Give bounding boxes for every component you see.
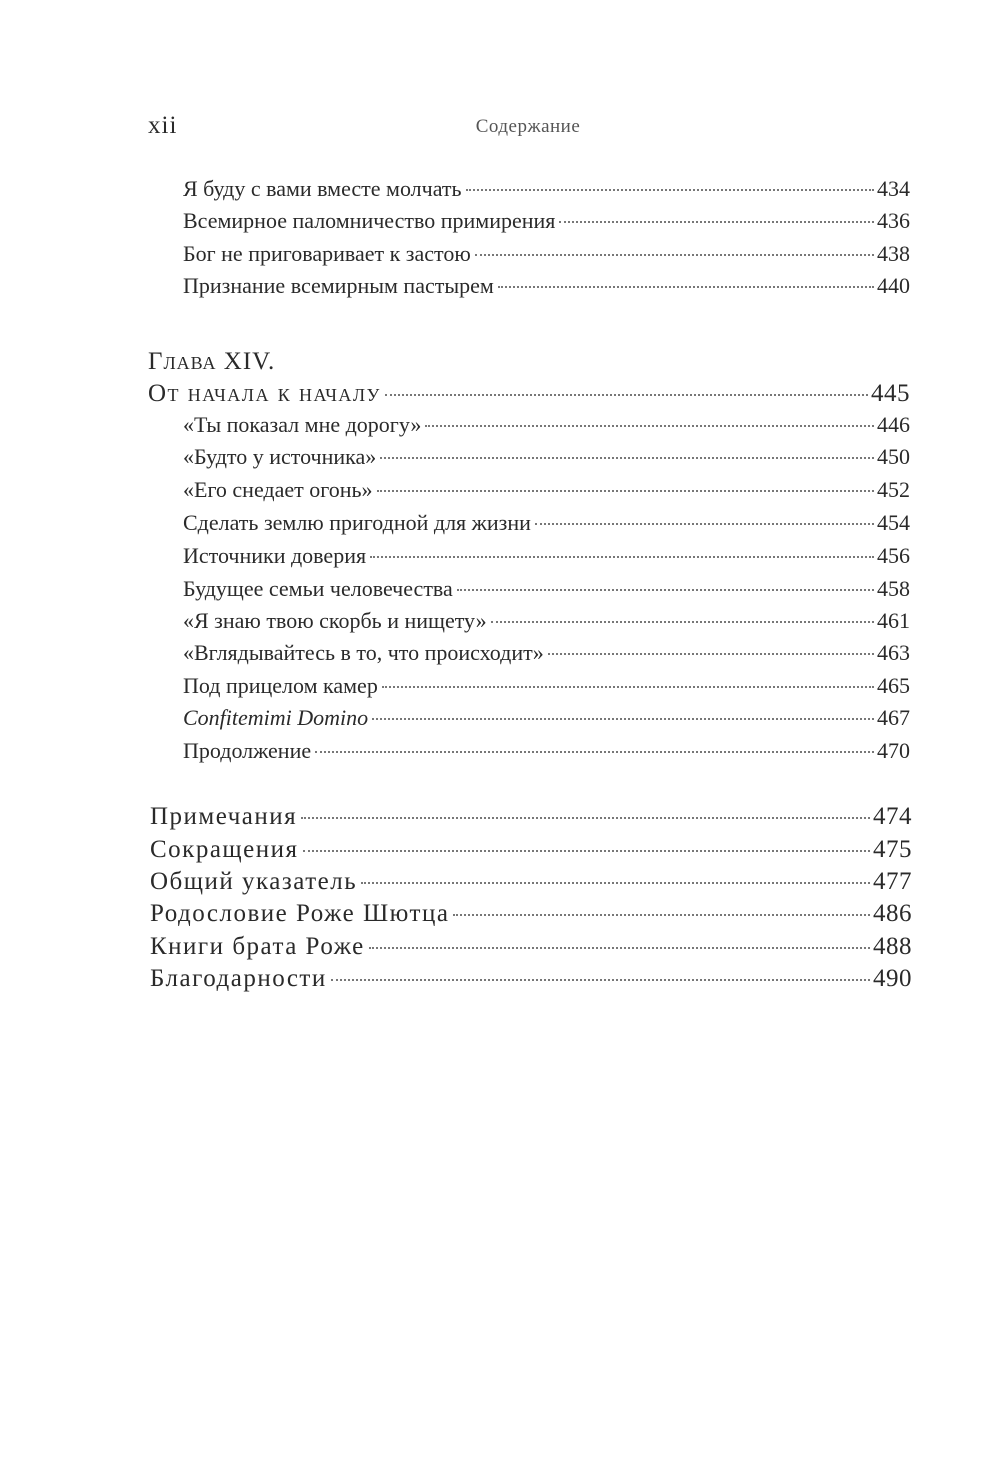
toc-entry-title: Бог не приговаривает к застою — [183, 241, 471, 266]
back-matter-title: Сокращения — [150, 836, 299, 863]
toc-entry — [183, 576, 910, 602]
toc-entry-title: «Я знаю твою скорбь и нищету» — [183, 608, 487, 633]
toc-entry-title: «Ты показал мне дорогу» — [183, 412, 422, 437]
toc-entry — [183, 412, 910, 438]
toc-entry — [183, 241, 910, 267]
toc-entry-title: Всемирное паломничество примирения — [183, 208, 556, 233]
back-matter-entry — [150, 836, 912, 864]
dot-leader — [535, 523, 874, 525]
toc-entry-title: Сделать землю пригодной для жизни — [183, 510, 531, 535]
toc-entry — [183, 208, 910, 234]
dot-leader — [457, 589, 874, 591]
back-matter-entry — [150, 965, 912, 993]
back-matter-title: Книги брата Роже — [150, 933, 365, 960]
dot-leader — [475, 254, 874, 256]
toc-entry-page: 470 — [877, 738, 910, 763]
dot-leader — [380, 457, 874, 459]
back-matter-entry — [150, 868, 912, 896]
toc-entry — [183, 543, 910, 569]
page-header — [148, 112, 908, 146]
chapter-page: 445 — [871, 380, 910, 407]
back-matter-title: Благодарности — [150, 965, 327, 992]
chapter-label: Глава XIV. — [148, 348, 276, 375]
toc-entry-page: 440 — [877, 273, 910, 298]
back-matter-page: 488 — [873, 933, 912, 960]
toc-entry-page: 452 — [877, 477, 910, 502]
toc-entry — [183, 273, 910, 299]
back-matter-title: Общий указатель — [150, 868, 358, 895]
toc-entry — [183, 444, 910, 470]
dot-leader — [331, 979, 870, 981]
toc-entry-page: 465 — [877, 673, 910, 698]
toc-entry-page: 446 — [877, 412, 910, 437]
dot-leader — [453, 914, 870, 916]
toc-entry-page: 438 — [877, 241, 910, 266]
dot-leader — [377, 490, 874, 492]
toc-entry — [183, 608, 910, 634]
toc-entry — [183, 705, 910, 731]
dot-leader — [315, 751, 874, 753]
toc-entry — [183, 673, 910, 699]
chapter-title-entry — [148, 380, 910, 408]
dot-leader — [491, 621, 874, 623]
dot-leader — [425, 425, 874, 427]
dot-leader — [301, 817, 870, 819]
back-matter-page: 477 — [873, 868, 912, 895]
toc-entry — [183, 738, 910, 764]
dot-leader — [385, 394, 868, 396]
toc-entry — [183, 176, 910, 202]
toc-entry-page: 467 — [877, 705, 910, 730]
back-matter-entry — [150, 900, 912, 928]
page-number: xii — [148, 112, 178, 139]
toc-entry-title: Под прицелом камер — [183, 673, 378, 698]
back-matter-page: 475 — [873, 836, 912, 863]
dot-leader — [548, 653, 874, 655]
back-matter-page: 486 — [873, 900, 912, 927]
toc-entry-title: Признание всемирным пастырем — [183, 273, 494, 298]
toc-entry-title: Confitemimi Domino — [183, 705, 369, 730]
dot-leader — [303, 850, 870, 852]
toc-entry-page: 436 — [877, 208, 910, 233]
toc-entry-title: Источники доверия — [183, 543, 367, 568]
toc-entry-page: 461 — [877, 608, 910, 633]
back-matter-page: 474 — [873, 803, 912, 830]
toc-entry-page: 450 — [877, 444, 910, 469]
dot-leader — [372, 718, 874, 720]
toc-entry-title: «Его снедает огонь» — [183, 477, 373, 502]
back-matter-entry — [150, 933, 912, 961]
dot-leader — [498, 286, 874, 288]
back-matter-entry — [150, 803, 912, 831]
dot-leader — [382, 686, 874, 688]
toc-entry-page: 454 — [877, 510, 910, 535]
toc-entry-page: 458 — [877, 576, 910, 601]
dot-leader — [466, 189, 874, 191]
toc-entry-title: Продолжение — [183, 738, 312, 763]
dot-leader — [370, 556, 874, 558]
toc-entry-page: 463 — [877, 640, 910, 665]
toc-entry-title: «Будто у источника» — [183, 444, 377, 469]
dot-leader — [559, 221, 874, 223]
toc-entry-title: Будущее семьи человечества — [183, 576, 453, 601]
toc-entry — [183, 640, 910, 666]
running-title: Содержание — [475, 116, 581, 137]
toc-entry-page: 456 — [877, 543, 910, 568]
toc-entry-title: «Вглядывайтесь в то, что происходит» — [183, 640, 544, 665]
toc-entry — [183, 510, 910, 536]
toc-entry — [183, 477, 910, 503]
back-matter-title: Родословие Роже Шютца — [150, 900, 450, 927]
chapter-title: От начала к началу — [148, 380, 381, 407]
toc-entry-page: 434 — [877, 176, 910, 201]
dot-leader — [369, 947, 870, 949]
toc-entry-title: Я буду с вами вместе молчать — [183, 176, 462, 201]
back-matter-page: 490 — [873, 965, 912, 992]
dot-leader — [361, 882, 870, 884]
back-matter-title: Примечания — [150, 803, 298, 830]
